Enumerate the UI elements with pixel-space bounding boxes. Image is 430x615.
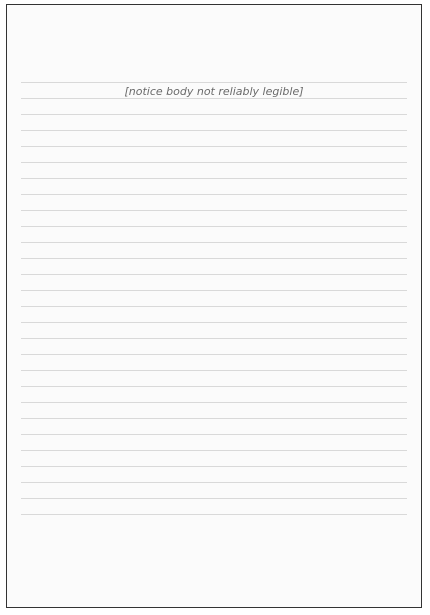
- unreadable-text-placeholder: [notice body not reliably legible]: [27, 85, 401, 98]
- auction-notice: [6, 4, 422, 608]
- notice-body: [21, 67, 407, 521]
